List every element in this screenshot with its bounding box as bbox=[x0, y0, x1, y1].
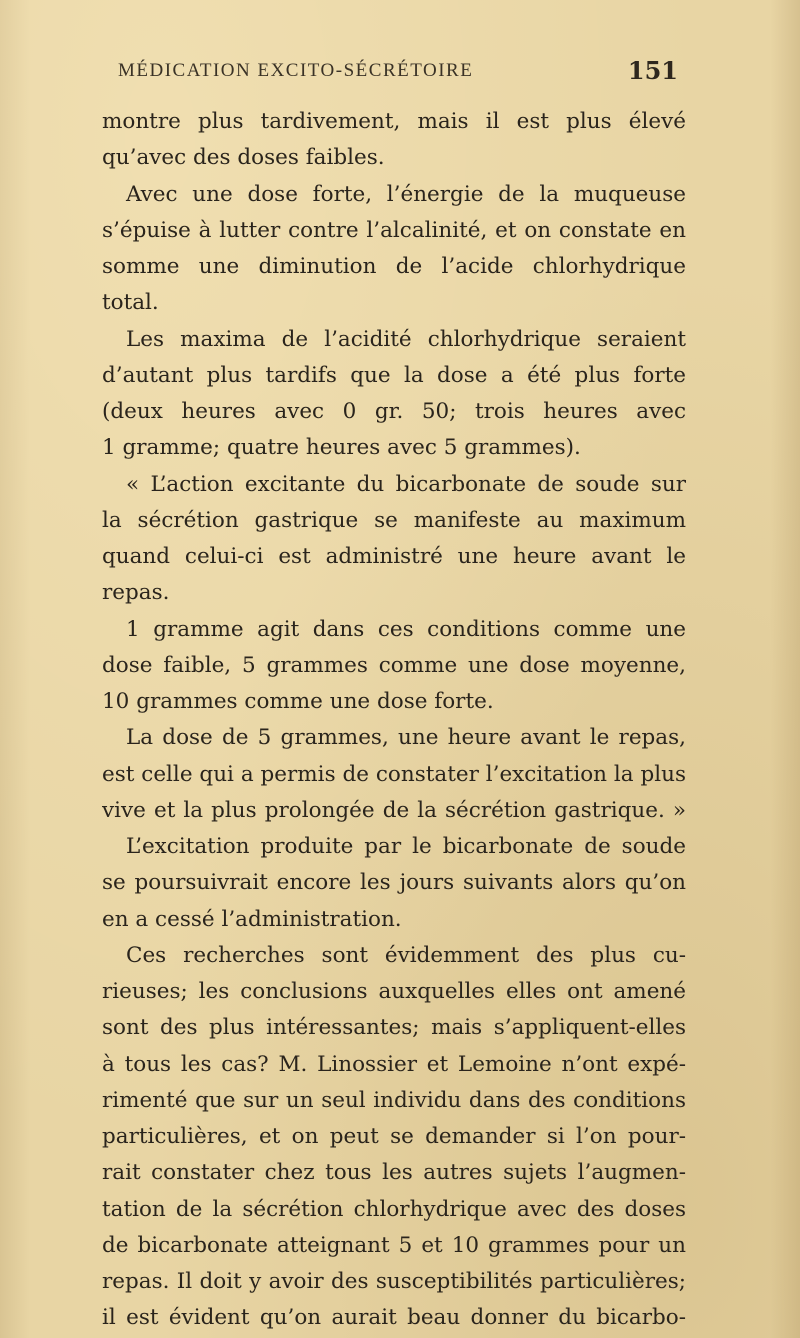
text-line: d’autant plus tardifs que la dose a été plus forte bbox=[102, 362, 686, 388]
text-line: 1 gramme; quatre heures avec 5 grammes). bbox=[102, 435, 581, 461]
text-line: particulières, et on peut se demander si l’on pour- bbox=[102, 1124, 686, 1149]
text-line: repas. Il doit y avoir des susceptibilités particulières; bbox=[102, 1269, 686, 1294]
text-line: quand celui-ci est administré une heure avant le bbox=[102, 544, 686, 569]
text-line: dose faible, 5 grammes comme une dose moyenne, bbox=[102, 652, 686, 678]
text-line: repas. bbox=[102, 580, 170, 606]
text-line: total. bbox=[102, 290, 159, 316]
running-head bbox=[118, 56, 678, 90]
text-line: sont des plus intéressantes; mais s’appliquent-elles bbox=[102, 1015, 686, 1041]
text-line: Ces recherches sont évidemment des plus cu- bbox=[126, 942, 686, 968]
text-line: est celle qui a permis de constater l’excitation la plus bbox=[102, 761, 686, 787]
page-number: 151 bbox=[627, 56, 678, 85]
text-line: en a cessé l’administration. bbox=[102, 906, 402, 932]
text-line: s’épuise à lutter contre l’alcalinité, et on constate en bbox=[102, 217, 686, 243]
text-line: de bicarbonate atteignant 5 et 10 grammes pour un bbox=[102, 1232, 686, 1258]
body-text bbox=[102, 104, 686, 1337]
text-line: Les maxima de l’acidité chlorhydrique seraient bbox=[126, 326, 686, 352]
text-line: rimenté que sur un seul individu dans des conditions bbox=[102, 1087, 686, 1113]
text-line: la sécrétion gastrique se manifeste au maximum bbox=[102, 507, 686, 533]
text-line: La dose de 5 grammes, une heure avant le repas, bbox=[126, 725, 686, 751]
text-line: tation de la sécrétion chlorhydrique avec des doses bbox=[102, 1196, 686, 1222]
text-line: Avec une dose forte, l’énergie de la muqueuse bbox=[126, 181, 686, 207]
text-line: vive et la plus prolongée de la sécrétion gastrique. » bbox=[102, 797, 686, 823]
text-line: L’excitation produite par le bicarbonate de soude bbox=[126, 834, 686, 859]
text-line: (deux heures avec 0 gr. 50; trois heures avec bbox=[102, 399, 686, 424]
text-line: somme une diminution de l’acide chlorhydrique bbox=[102, 254, 686, 279]
text-line: « L’action excitante du bicarbonate de soude sur bbox=[126, 471, 686, 497]
text-line: 1 gramme agit dans ces conditions comme une bbox=[126, 616, 686, 642]
text-line: il est évident qu’on aurait beau donner du bicarbo- bbox=[102, 1305, 686, 1331]
text-line: rieuses; les conclusions auxquelles elles ont amené bbox=[102, 979, 686, 1004]
text-line: qu’avec des doses faibles. bbox=[102, 145, 385, 171]
running-title: MÉDICATION EXCITO-SÉCRÉTOIRE bbox=[118, 60, 474, 81]
text-line: se poursuivrait encore les jours suivants alors qu’on bbox=[102, 870, 686, 896]
text-line: montre plus tardivement, mais il est plus élevé bbox=[102, 109, 686, 134]
text-line: à tous les cas? M. Linossier et Lemoine n’ont expé- bbox=[102, 1051, 686, 1077]
text-line: 10 grammes comme une dose forte. bbox=[102, 689, 494, 714]
text-line: rait constater chez tous les autres sujets l’augmen- bbox=[102, 1160, 686, 1186]
